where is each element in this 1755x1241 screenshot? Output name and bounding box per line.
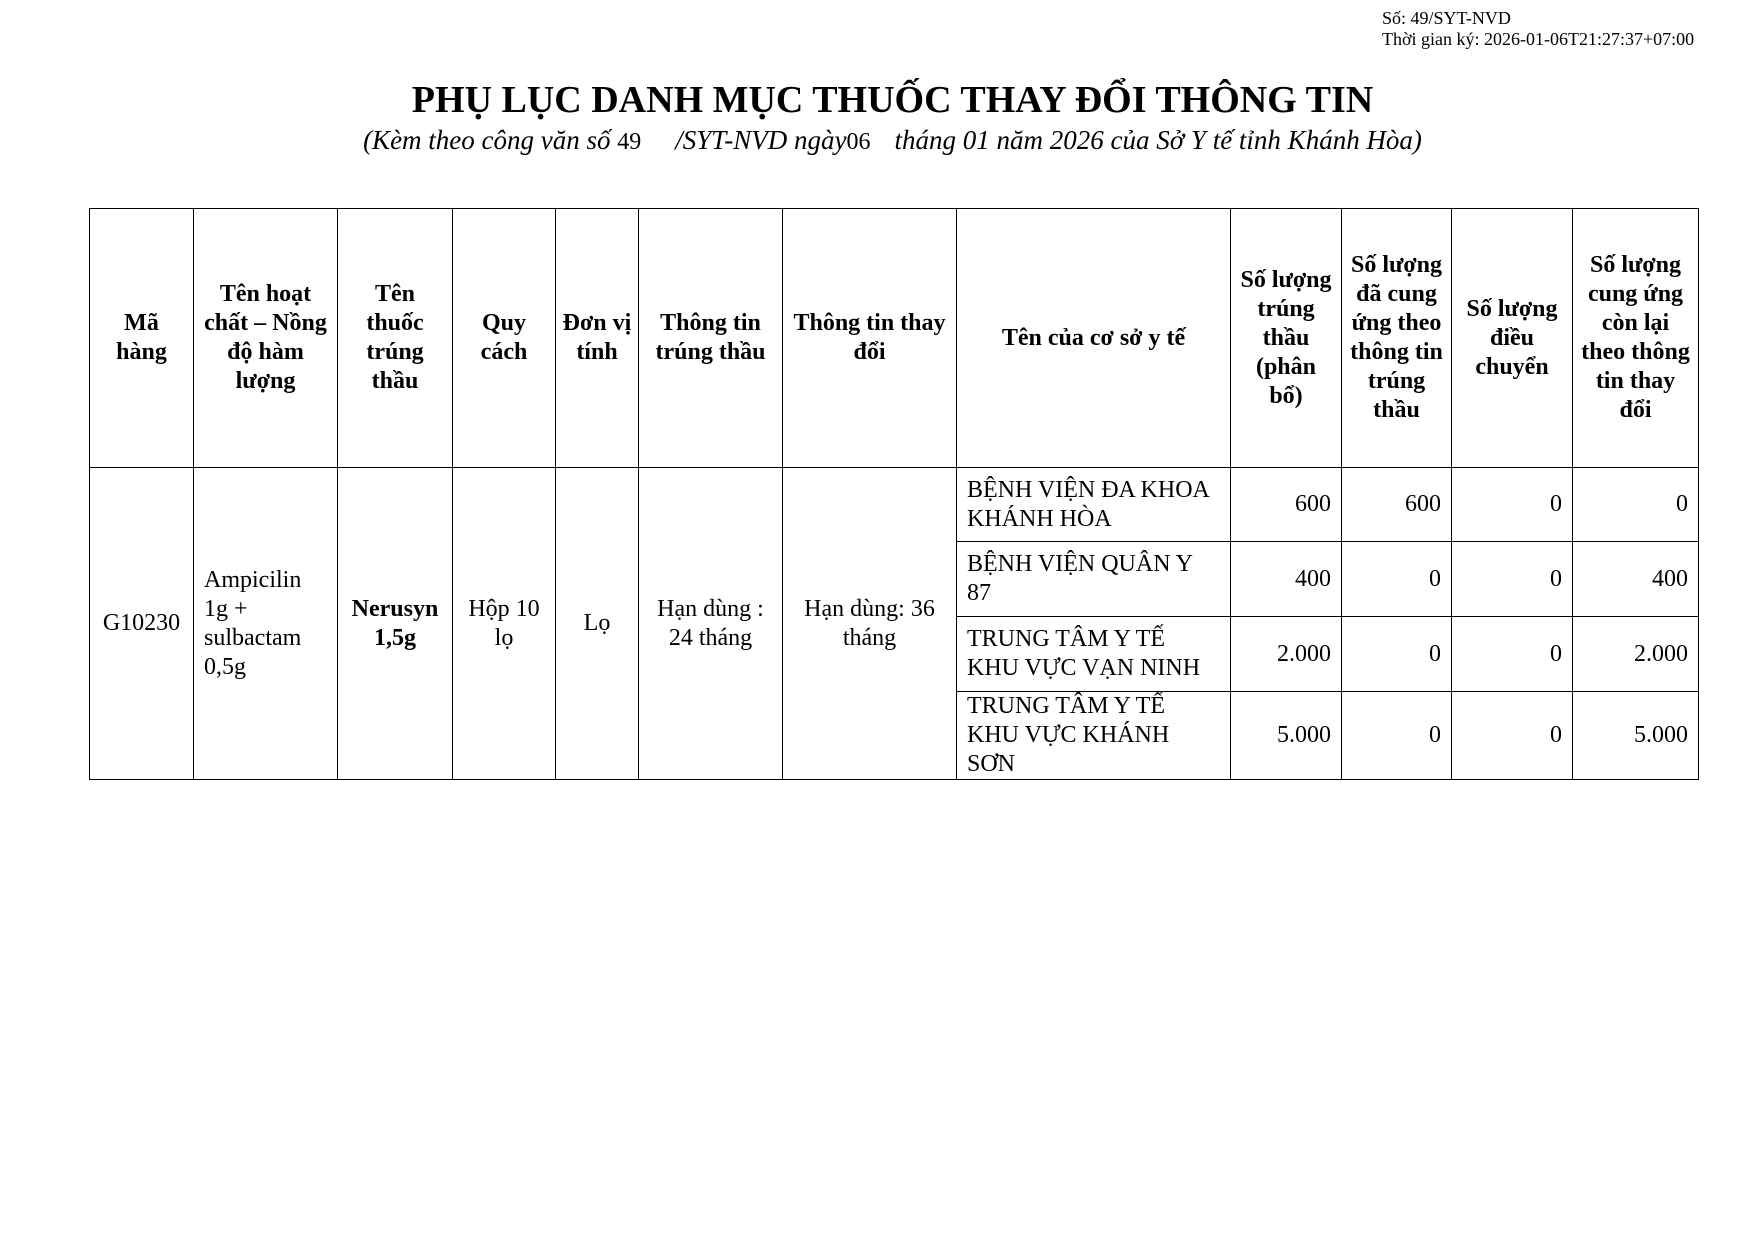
facility-name: BỆNH VIỆN QUÂN Y 87 bbox=[957, 542, 1231, 617]
page-subtitle bbox=[0, 124, 1755, 158]
facility-transferred: 0 bbox=[1452, 542, 1573, 617]
facility-name: TRUNG TÂM Y TẾ KHU VỰC VẠN NINH bbox=[957, 617, 1231, 692]
facility-transferred: 0 bbox=[1452, 617, 1573, 692]
col-header-facility: Tên của cơ sở y tế bbox=[957, 209, 1231, 468]
subtitle-doc-number: 49 bbox=[617, 129, 642, 155]
col-header-active-ingredient: Tên hoạt chất – Nồng độ hàm lượng bbox=[194, 209, 338, 468]
item-unit: Lọ bbox=[556, 468, 639, 780]
facility-supplied: 0 bbox=[1342, 617, 1452, 692]
facility-allocated: 600 bbox=[1231, 468, 1342, 542]
facility-remaining: 5.000 bbox=[1573, 692, 1699, 780]
item-active-ingredient: Ampicilin 1g + sulbactam 0,5g bbox=[194, 468, 338, 780]
col-header-changed-info: Thông tin thay đổi bbox=[783, 209, 957, 468]
facility-name: TRUNG TÂM Y TẾ KHU VỰC KHÁNH SƠN bbox=[957, 692, 1231, 780]
document-number: Số: 49/SYT-NVD bbox=[1382, 8, 1511, 28]
table-header-row bbox=[90, 209, 1699, 468]
subtitle-part-3: tháng 01 năm 2026 của Sở Y tế tỉnh Khánh Hòa) bbox=[894, 125, 1422, 155]
col-header-transferred: Số lượng điều chuyển bbox=[1452, 209, 1573, 468]
item-code: G10230 bbox=[90, 468, 194, 780]
subtitle-day: 06 bbox=[846, 129, 871, 155]
drug-change-table bbox=[89, 208, 1699, 780]
facility-allocated: 5.000 bbox=[1231, 692, 1342, 780]
subtitle-part-1: (Kèm theo công văn số bbox=[363, 125, 611, 155]
col-header-drug-name: Tên thuốc trúng thầu bbox=[338, 209, 453, 468]
facility-supplied: 600 bbox=[1342, 468, 1452, 542]
item-drug-name: Nerusyn 1,5g bbox=[338, 468, 453, 780]
facility-supplied: 0 bbox=[1342, 542, 1452, 617]
facility-remaining: 0 bbox=[1573, 468, 1699, 542]
facility-remaining: 400 bbox=[1573, 542, 1699, 617]
signed-time: Thời gian ký: 2026-01-06T21:27:37+07:00 bbox=[1382, 29, 1695, 49]
page-title: PHỤ LỤC DANH MỤC THUỐC THAY ĐỔI THÔNG TIN bbox=[411, 79, 1374, 121]
facility-remaining: 2.000 bbox=[1573, 617, 1699, 692]
facility-allocated: 400 bbox=[1231, 542, 1342, 617]
table-row bbox=[90, 468, 1699, 542]
subtitle-part-2: /SYT-NVD ngày bbox=[675, 125, 847, 155]
item-packaging: Hộp 10 lọ bbox=[453, 468, 556, 780]
col-header-packaging: Quy cách bbox=[453, 209, 556, 468]
col-header-unit: Đơn vị tính bbox=[556, 209, 639, 468]
facility-allocated: 2.000 bbox=[1231, 617, 1342, 692]
col-header-bid-info: Thông tin trúng thầu bbox=[639, 209, 783, 468]
item-bid-info: Hạn dùng : 24 tháng bbox=[639, 468, 783, 780]
col-header-allocated: Số lượng trúng thầu (phân bổ) bbox=[1231, 209, 1342, 468]
facility-name: BỆNH VIỆN ĐA KHOA KHÁNH HÒA bbox=[957, 468, 1231, 542]
signature-stamp bbox=[1382, 8, 1694, 50]
col-header-code: Mã hàng bbox=[90, 209, 194, 468]
facility-transferred: 0 bbox=[1452, 468, 1573, 542]
col-header-remaining: Số lượng cung ứng còn lại theo thông tin thay đổi bbox=[1573, 209, 1699, 468]
col-header-supplied: Số lượng đã cung ứng theo thông tin trúng thầu bbox=[1342, 209, 1452, 468]
facility-transferred: 0 bbox=[1452, 692, 1573, 780]
facility-supplied: 0 bbox=[1342, 692, 1452, 780]
item-changed-info: Hạn dùng: 36 tháng bbox=[783, 468, 957, 780]
